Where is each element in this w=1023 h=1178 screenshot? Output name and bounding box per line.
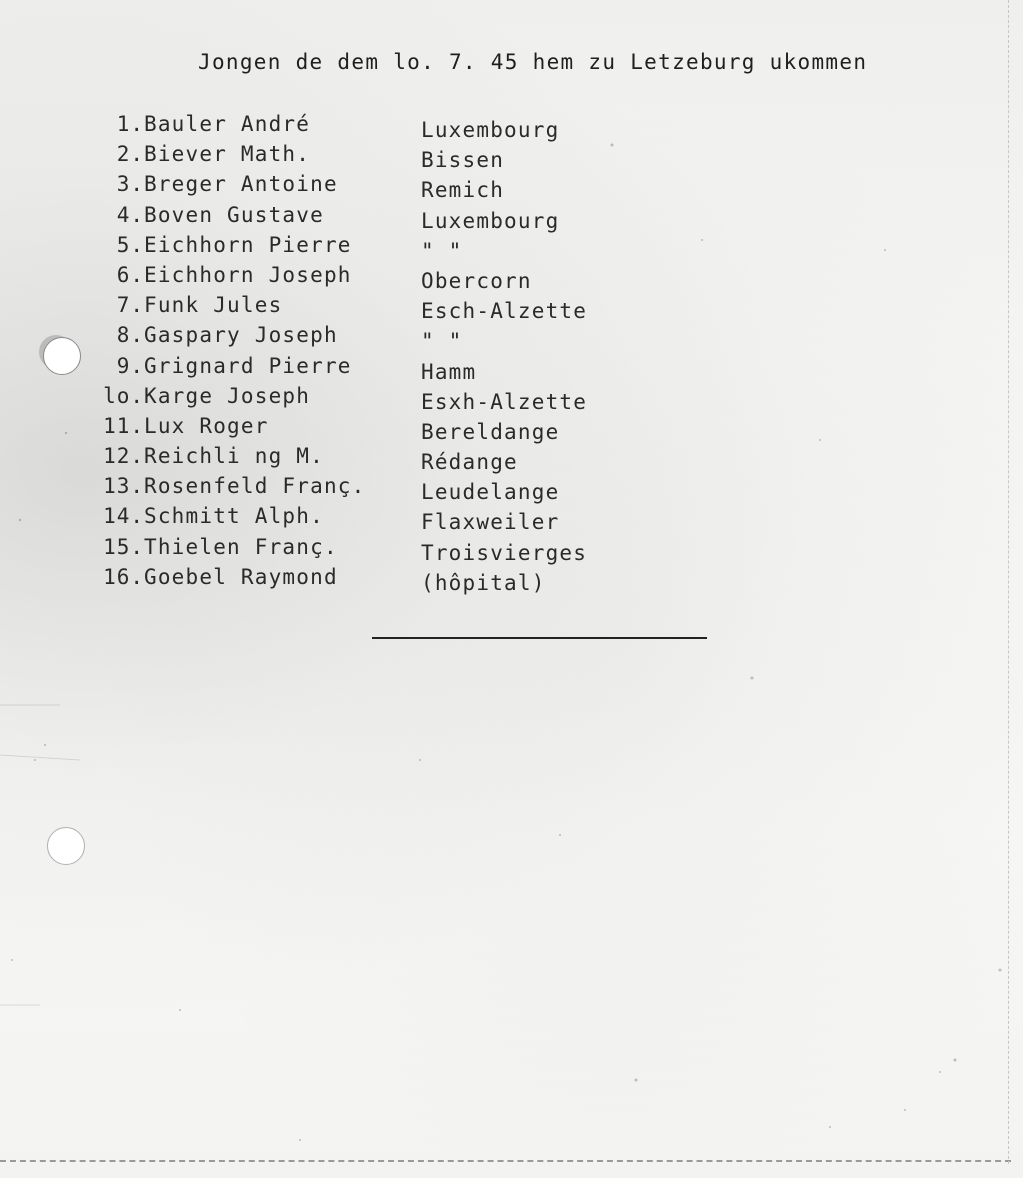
entry-place: Luxembourg xyxy=(421,118,560,142)
document-heading: Jongen de dem lo. 7. 45 hem zu Letzeburg ukommen xyxy=(198,50,868,74)
entry-place: " " xyxy=(421,238,463,263)
entry-name: Boven Gustave xyxy=(144,202,324,227)
entry-name: Reichli ng M. xyxy=(144,444,324,469)
entry-number: 12. xyxy=(103,444,144,469)
entry-place: Rédange xyxy=(421,450,518,475)
entry-name: Eichhorn Joseph xyxy=(144,262,352,287)
entry-number: 15. xyxy=(103,534,144,559)
entry-place: Remich xyxy=(421,178,505,203)
entry-place: (hôpital) xyxy=(421,570,546,595)
entry-name: Thielen Franç. xyxy=(144,534,338,559)
entry-name: Karge Joseph xyxy=(144,383,311,408)
punch-hole xyxy=(43,337,81,375)
entry-name: Funk Jules xyxy=(144,293,283,318)
entry-number: lo. xyxy=(103,383,144,408)
entry-place: Esch-Alzette xyxy=(421,299,588,324)
entry-name: Lux Roger xyxy=(144,413,269,438)
entry-number: 6. xyxy=(116,262,144,287)
punch-hole xyxy=(47,827,85,865)
entry-place: Esxh-Alzette xyxy=(421,389,588,414)
entry-number: 7. xyxy=(116,293,144,318)
closing-rule xyxy=(372,637,707,639)
entry-place: Hamm xyxy=(421,359,477,384)
entry-name: Gaspary Joseph xyxy=(144,323,338,348)
entry-number: 3. xyxy=(116,172,144,197)
entry-number: 4. xyxy=(116,202,144,227)
entry-name: Rosenfeld Franç. xyxy=(144,474,366,499)
entry-number: 5. xyxy=(116,232,144,257)
entry-number: 13. xyxy=(103,474,144,499)
entry-name: Breger Antoine xyxy=(144,172,338,197)
entry-place: Troisvierges xyxy=(421,540,588,565)
entry-place: Leudelange xyxy=(421,480,560,505)
entry-number: 2. xyxy=(116,142,144,167)
entry-place: " " xyxy=(421,329,463,354)
page-bottom-edge xyxy=(0,1160,1011,1164)
entry-number: 16. xyxy=(103,564,144,589)
entry-number: 1. xyxy=(116,112,144,136)
entry-number: 14. xyxy=(103,504,144,529)
entry-place: Luxembourg xyxy=(421,208,560,233)
entry-name: Biever Math. xyxy=(144,142,311,167)
entry-name: Eichhorn Pierre xyxy=(144,232,352,257)
page-right-edge xyxy=(1007,0,1009,1164)
entry-place: Bissen xyxy=(421,148,505,173)
entry-number: 9. xyxy=(116,353,144,378)
entry-name: Bauler André xyxy=(144,112,311,136)
entry-number: 11. xyxy=(103,413,144,438)
entry-place: Flaxweiler xyxy=(421,510,560,535)
entry-place: Bereldange xyxy=(421,419,560,444)
entry-place: Obercorn xyxy=(421,268,532,293)
entry-name: Goebel Raymond xyxy=(144,564,338,589)
entry-name: Grignard Pierre xyxy=(144,353,352,378)
entry-number: 8. xyxy=(116,323,144,348)
entry-name: Schmitt Alph. xyxy=(144,504,324,529)
